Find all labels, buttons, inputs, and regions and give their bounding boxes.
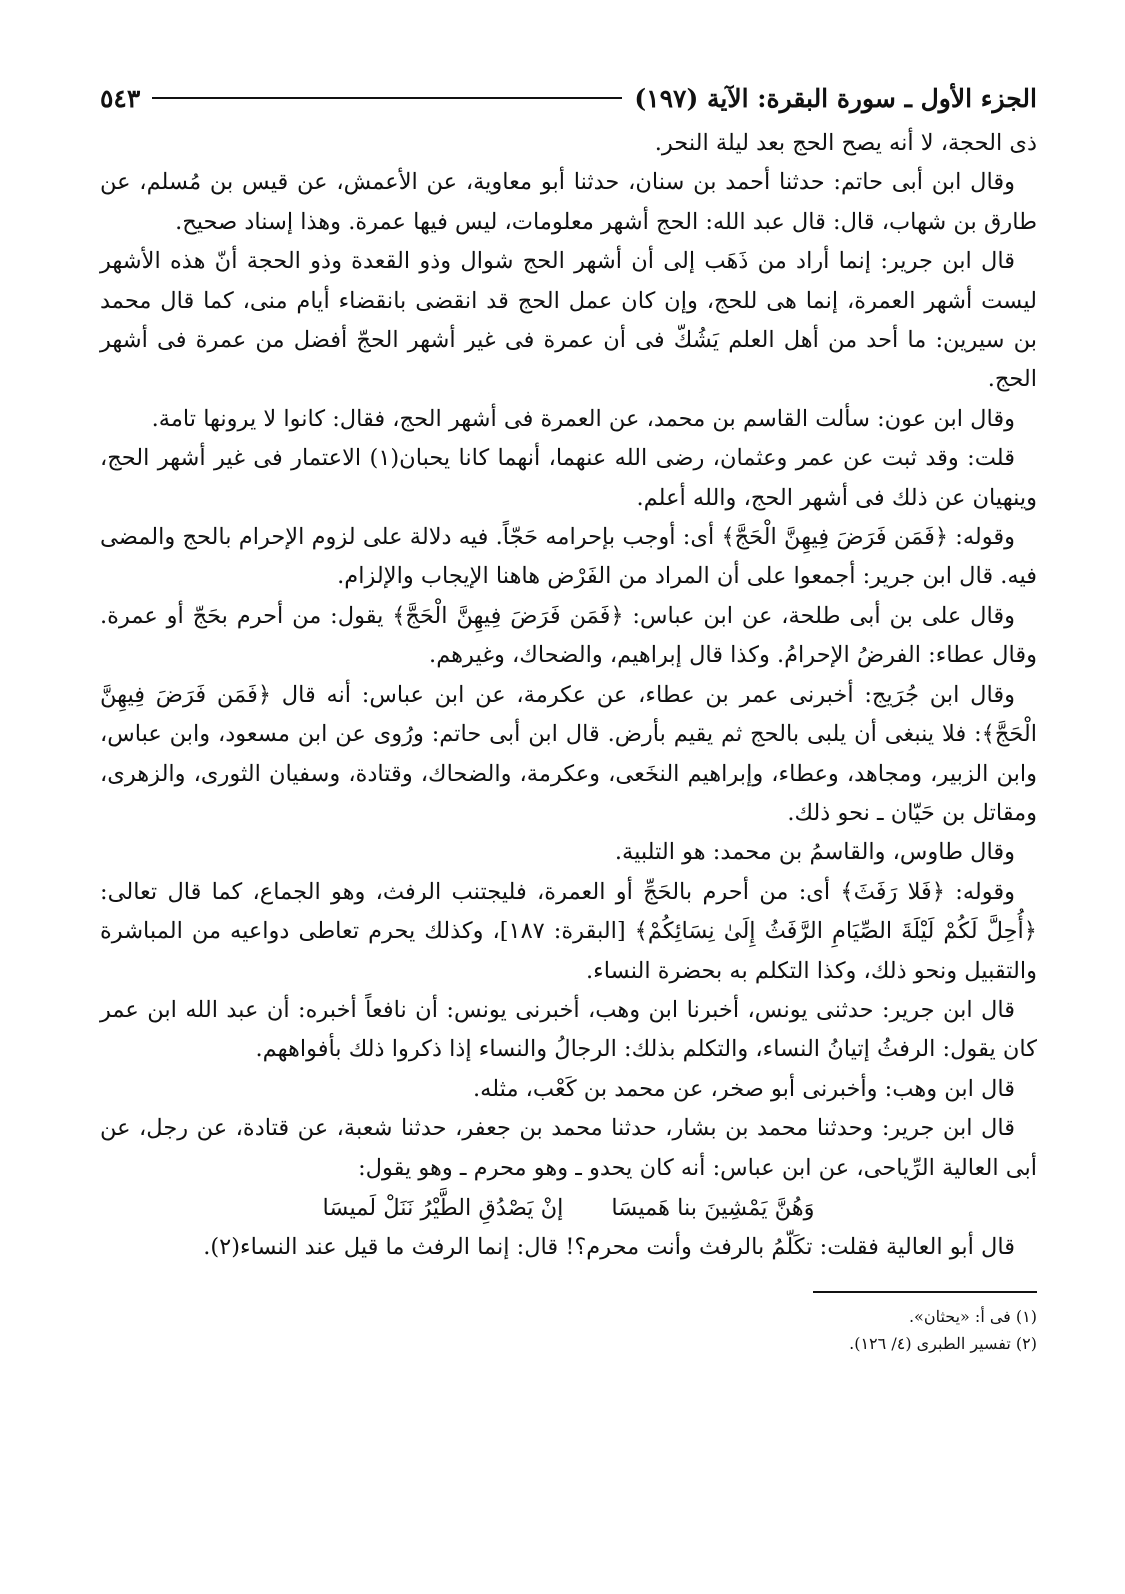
paragraph: قال ابن وهب: وأخبرنى أبو صخر، عن محمد بن كَعْب، مثله. [473,1075,1015,1102]
paragraph: ذى الحجة، لا أنه يصح الحج بعد ليلة النحر. [654,130,1037,156]
paragraph: وقال طاوس، والقاسمُ بن محمد: هو التلبية. [614,839,1015,866]
paragraph: قال ابن جرير: إنما أراد من ذَهَب إلى أن أشهر الحج شوال وذو القعدة وذو الحجة أنّ هذه الأشهر ليست أشهر العمرة، إنما هى للحج، وإن كان عمل الحج قد انقضى بانقضاء أيام منى، كما قال محمد بن سيرين: ما أحد من أهل العلم يَشُكّ فى أن عمرة فى غير أشهر الحجّ أفضل من عمرة فى أشهر الحج. [100,248,1037,393]
poetry-verse [100,1188,1037,1228]
footnote-divider [813,1291,1037,1293]
paragraph: قال أبو العالية فقلت: تكَلّمُ بالرفث وأنت محرم؟! قال: إنما الرفث ما قيل عند النساء(٢). [203,1233,1015,1260]
paragraph: وقوله: ﴿فَلا رَفَثَ﴾ أى: من أحرم بالحَجِّ أو العمرة، فليجتنب الرفث، وهو الجماع، كما قال تعالى: ﴿أُحِلَّ لَكُمْ لَيْلَةَ الصِّيَامِ الرَّفَثُ إِلَىٰ نِسَائِكُمْ﴾ [البقرة: ١٨٧]، وكذلك يحرم تعاطى دواعيه من المباشرة والتقبيل ونحو ذلك، وكذا التكلم به بحضرة النساء. [100,878,1037,984]
paragraph: وقوله: ﴿فَمَن فَرَضَ فِيهِنَّ الْحَجَّ﴾ أى: أوجب بإحرامه حَجّاً. فيه دلالة على لزوم الإحرام بالحج والمضى فيه. قال ابن جرير: أجمعوا على أن المراد من الفَرْض هاهنا الإيجاب والإلزام. [100,524,1037,590]
paragraph: قال ابن جرير: حدثنى يونس، أخبرنا ابن وهب، أخبرنى يونس: أن نافعاً أخبره: أن عبد الله ابن عمر كان يقول: الرفثُ إتيانُ النساء، والتكلم بذلك: الرجالُ والنساء إذا ذكروا ذلك بأفواههم. [100,996,1037,1063]
paragraph: وقال ابن أبى حاتم: حدثنا أحمد بن سنان، حدثنا أبو معاوية، عن الأعمش، عن قيس بن مُسلم، عن طارق بن شهاب، قال: قال عبد الله: الحج أشهر معلومات، ليس فيها عمرة. وهذا إسناد صحيح. [100,169,1037,235]
footnotes [100,1303,1037,1357]
header-rule [152,97,622,99]
paragraph: قلت: وقد ثبت عن عمر وعثمان، رضى الله عنهما، أنهما كانا يحبان(١) الاعتمار فى غير أشهر الحج، وينهيان عن ذلك فى أشهر الحج، والله أعلم. [100,445,1037,511]
paragraph: قال ابن جرير: وحدثنا محمد بن بشار، حدثنا محمد بن جعفر، حدثنا شعبة، عن قتادة، عن رجل، عن أبى العالية الرِّياحى، عن ابن عباس: أنه كان يحدو ـ وهو محرم ـ وهو يقول: [100,1115,1037,1181]
running-header [100,78,1037,118]
verse-second-hemistich: إنْ يَصْدُقِ الطَّيْرُ نَنَلْ لَميسَا [322,1194,564,1221]
footnote: (٢) تفسير الطبرى (٤/ ١٢٦). [849,1334,1037,1354]
paragraph: وقال ابن جُرَيج: أخبرنى عمر بن عطاء، عن عكرمة، عن ابن عباس: أنه قال ﴿فَمَن فَرَضَ فِيهِنَّ الْحَجَّ﴾: فلا ينبغى أن يلبى بالحج ثم يقيم بأرض. قال ابن أبى حاتم: ورُوى عن ابن مسعود، وابن عباس، وابن الزبير، ومجاهد، وعطاء، وإبراهيم النخَعى، وعكرمة، والضحاك، وقتادة، وسفيان الثورى، والزهرى، ومقاتل بن حَيّان ـ نحو ذلك. [100,681,1037,826]
paragraph: وقال على بن أبى طلحة، عن ابن عباس: ﴿فَمَن فَرَضَ فِيهِنَّ الْحَجَّ﴾ يقول: من أحرم بحَجّ أو عمرة. وقال عطاء: الفرضُ الإحرامُ. وكذا قال إبراهيم، والضحاك، وغيرهم. [100,602,1037,669]
verse-first-hemistich: وَهُنَّ يَمْشِينَ بنا هَميسَا [611,1194,815,1221]
paragraph: وقال ابن عون: سألت القاسم بن محمد، عن العمرة فى أشهر الحج، فقال: كانوا لا يرونها تامة. [151,405,1015,432]
page-number: ٥٤٣ [100,83,141,113]
footnote: (١) فى أ: «يحثان». [908,1307,1037,1327]
main-text [100,124,1037,1267]
header-title: الجزء الأول ـ سورة البقرة: الآية (١٩٧) [634,83,1037,113]
